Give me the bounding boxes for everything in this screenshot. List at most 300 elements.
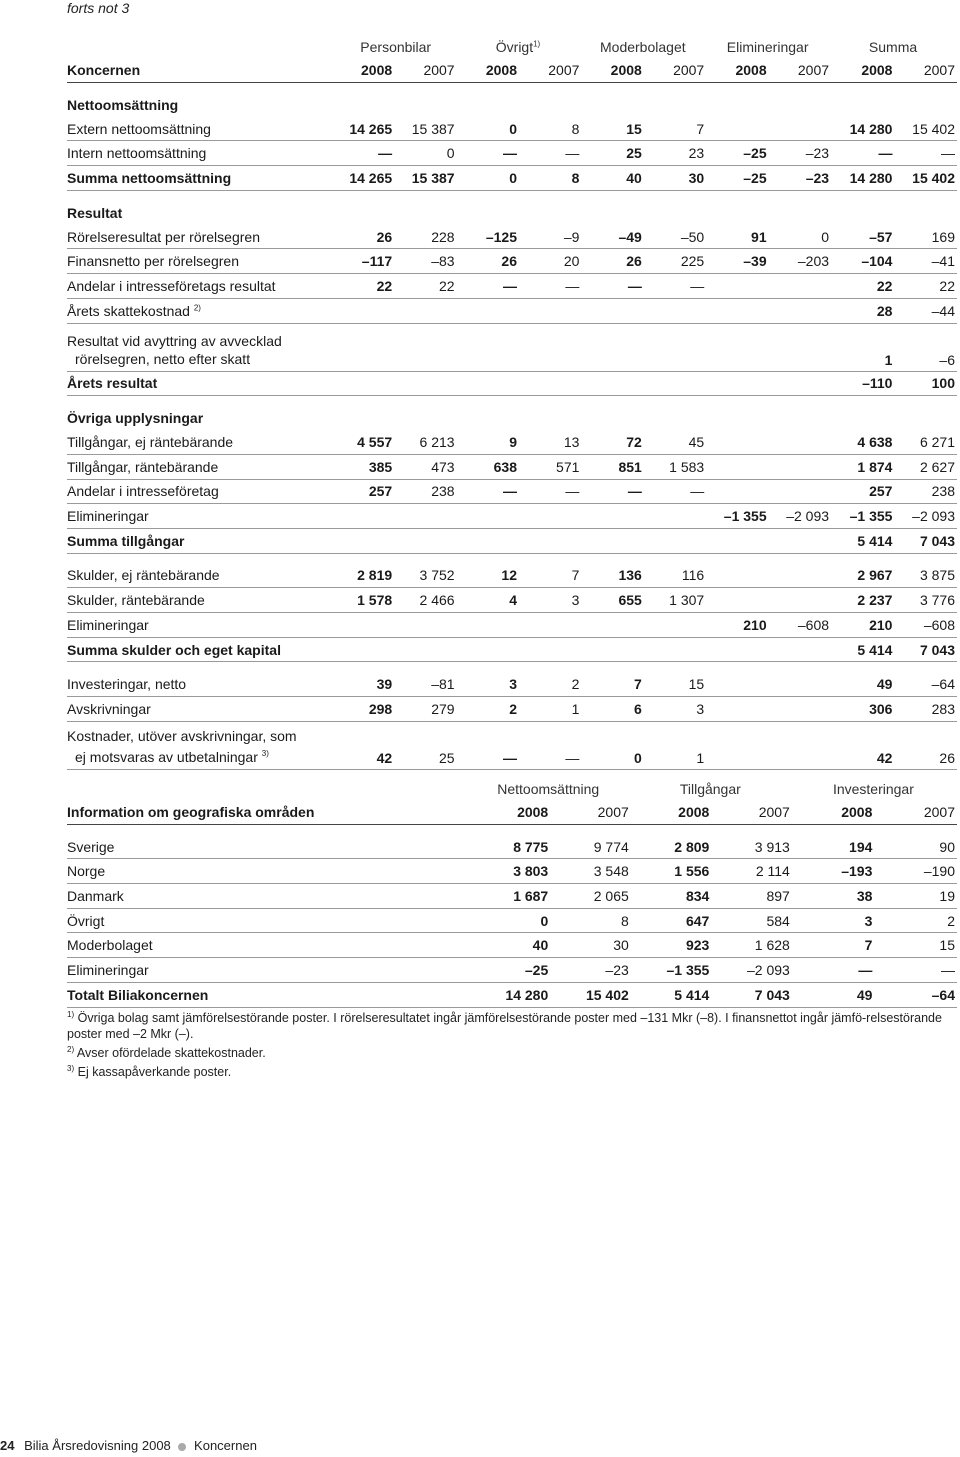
value-cell: 136 [581, 564, 643, 588]
value-cell: 7 043 [894, 637, 957, 662]
value-cell: 283 [894, 697, 957, 722]
row-label [67, 323, 337, 371]
table-row [67, 166, 957, 191]
value-cell [519, 637, 581, 662]
value-cell [706, 371, 768, 396]
value-cell: 298 [337, 697, 394, 722]
value-cell: 2 809 [631, 835, 712, 859]
row-label-text: Årets skattekostnad [67, 302, 190, 319]
row-label-text: Finansnetto per rörelsegren [67, 253, 239, 270]
value-cell [706, 298, 768, 323]
value-cell: –117 [337, 249, 394, 274]
value-cell: — [457, 274, 519, 299]
value-cell: 14 265 [337, 166, 394, 191]
value-cell [706, 588, 768, 613]
value-cell: –64 [894, 672, 957, 696]
row-label-text: Tillgångar, räntebärande [67, 458, 219, 475]
table-row [67, 504, 957, 529]
value-cell [457, 298, 519, 323]
footnote [67, 1061, 957, 1080]
row-label: Norge [67, 859, 468, 884]
row-label-text: Skulder, räntebärande [67, 592, 205, 609]
footnote-mark: 1) [67, 1010, 75, 1019]
value-cell [337, 323, 394, 371]
value-cell: 20 [519, 249, 581, 274]
year-header: 2008 [792, 800, 875, 824]
value-cell: 8 [519, 166, 581, 191]
value-cell: 225 [644, 249, 706, 274]
value-cell: –2 093 [711, 958, 792, 983]
year-header-row [67, 800, 957, 824]
value-cell [769, 637, 831, 662]
value-cell: –110 [831, 371, 894, 396]
value-cell: 1 [831, 323, 894, 371]
year-header: 2008 [631, 800, 712, 824]
value-cell: 194 [792, 835, 875, 859]
value-cell [644, 298, 706, 323]
spacer-row [67, 662, 957, 673]
value-cell [769, 117, 831, 141]
group-header: Investeringar [832, 781, 914, 797]
value-cell: 49 [792, 982, 875, 1007]
value-cell: –125 [457, 225, 519, 249]
section-heading: Nettoomsättning [67, 96, 179, 113]
value-cell: 22 [831, 274, 894, 299]
value-cell [706, 454, 768, 479]
value-cell: 116 [644, 564, 706, 588]
group-header-row [67, 36, 957, 58]
row-label: Övrigt [67, 908, 468, 933]
value-cell: 4 638 [831, 430, 894, 454]
value-cell: 2 967 [831, 564, 894, 588]
row-label-text: Andelar i intresseföretag [67, 483, 219, 500]
footnotes [67, 1007, 957, 1080]
row-label [67, 274, 337, 299]
section-heading-row [67, 396, 957, 431]
row-label: Elimineringar [67, 958, 468, 983]
row-label-text: Avskrivningar [67, 700, 151, 717]
empty-cell [67, 778, 468, 800]
value-cell [519, 613, 581, 638]
row-label-text: Skulder, ej räntebärande [67, 567, 220, 584]
value-cell [644, 504, 706, 529]
value-cell: 7 [792, 933, 875, 958]
value-cell [706, 637, 768, 662]
value-cell: –1 355 [706, 504, 768, 529]
value-cell: 2 [457, 697, 519, 722]
value-cell: –25 [706, 141, 768, 166]
table-row [67, 249, 957, 274]
value-cell: –193 [792, 859, 875, 884]
value-cell: 30 [644, 166, 706, 191]
value-cell: 15 402 [894, 166, 957, 191]
footnote-text: Ej kassapåverkande poster. [77, 1065, 232, 1080]
value-cell: 279 [394, 697, 456, 722]
value-cell: –203 [769, 249, 831, 274]
spacer-row [67, 553, 957, 564]
value-cell [519, 323, 581, 371]
value-cell: –25 [468, 958, 551, 983]
continued-label: forts not 3 [67, 0, 130, 16]
year-header: 2007 [394, 58, 456, 82]
row-label-text: Investeringar, netto [67, 676, 187, 693]
row-label [67, 371, 337, 396]
value-cell: 100 [894, 371, 957, 396]
spacer [67, 553, 957, 564]
empty-cell [67, 36, 337, 58]
table-row [67, 323, 957, 371]
value-cell: –23 [769, 141, 831, 166]
row-label [67, 117, 337, 141]
table-row [67, 141, 957, 166]
value-cell: 7 [644, 117, 706, 141]
spacer [67, 824, 957, 835]
footnote-text: Avser ofördelade skattekostnader. [76, 1046, 266, 1061]
value-cell: 25 [581, 141, 643, 166]
value-cell [337, 637, 394, 662]
group-header-label: Moderbolaget [600, 39, 686, 55]
value-cell: –2 093 [894, 504, 957, 529]
value-cell: 3 803 [468, 859, 551, 884]
value-cell [337, 504, 394, 529]
value-cell: 38 [792, 884, 875, 909]
year-header-row [67, 58, 957, 82]
value-cell [581, 613, 643, 638]
value-cell: 6 [581, 697, 643, 722]
value-cell: –608 [894, 613, 957, 638]
group-header-label: Summa [868, 39, 918, 55]
value-cell: –1 355 [631, 958, 712, 983]
value-cell: 2 065 [550, 884, 631, 909]
value-cell [769, 479, 831, 504]
table-title: Koncernen [67, 58, 337, 82]
value-cell: — [457, 479, 519, 504]
value-cell: — [457, 141, 519, 166]
value-cell: 90 [874, 835, 957, 859]
value-cell [706, 117, 768, 141]
value-cell [706, 479, 768, 504]
row-label [67, 141, 337, 166]
value-cell: 40 [468, 933, 551, 958]
value-cell: 72 [581, 430, 643, 454]
value-cell [769, 298, 831, 323]
value-cell: 3 [519, 588, 581, 613]
footer-text: Bilia Årsredovisning 2008 [24, 1438, 171, 1453]
row-label-text: Tillgångar, ej räntebärande [67, 434, 234, 451]
value-cell: 228 [394, 225, 456, 249]
value-cell: 15 402 [550, 982, 631, 1007]
value-cell [769, 528, 831, 553]
value-cell [337, 371, 394, 396]
spacer [67, 662, 957, 673]
value-cell: 238 [894, 479, 957, 504]
value-cell: –1 355 [831, 504, 894, 529]
value-cell: 897 [711, 884, 792, 909]
table-row [67, 958, 957, 983]
footnote-mark: 2) [67, 1045, 75, 1055]
value-cell: — [337, 141, 394, 166]
footnote-mark: 3) [67, 1064, 75, 1074]
value-cell: 1 874 [831, 454, 894, 479]
row-label [67, 479, 337, 504]
group-header-row [67, 778, 957, 800]
value-cell: 0 [394, 141, 456, 166]
value-cell: 3 913 [711, 835, 792, 859]
value-cell: –64 [874, 982, 957, 1007]
value-cell: 2 237 [831, 588, 894, 613]
value-cell: 8 [519, 117, 581, 141]
footnote [67, 1007, 957, 1042]
value-cell [581, 637, 643, 662]
table-row [67, 274, 957, 299]
value-cell: 49 [831, 672, 894, 696]
value-cell: 1 628 [711, 933, 792, 958]
value-cell: 834 [631, 884, 712, 909]
value-cell [394, 323, 456, 371]
table-row [67, 298, 957, 323]
row-label-text: Rörelseresultat per rörelsegren [67, 228, 260, 245]
row-label [67, 454, 337, 479]
table-row [67, 371, 957, 396]
value-cell [769, 430, 831, 454]
group-header: Tillgångar [679, 781, 741, 797]
group-header-label: Övrigt [495, 39, 534, 55]
value-cell: — [519, 274, 581, 299]
year-header: 2008 [468, 800, 551, 824]
value-cell: 28 [831, 298, 894, 323]
value-cell: –41 [894, 249, 957, 274]
value-cell: 1 556 [631, 859, 712, 884]
value-cell: 7 043 [711, 982, 792, 1007]
value-cell: –57 [831, 225, 894, 249]
value-cell: –9 [519, 225, 581, 249]
value-cell [394, 371, 456, 396]
value-cell: 3 [457, 672, 519, 696]
value-cell [706, 697, 768, 722]
value-cell: 22 [894, 274, 957, 299]
value-cell: 14 265 [337, 117, 394, 141]
row-label-text: Elimineringar [67, 616, 149, 633]
value-cell: 473 [394, 454, 456, 479]
row-label-text: Elimineringar [67, 508, 149, 525]
row-label [67, 249, 337, 274]
value-cell: 45 [644, 430, 706, 454]
value-cell: 584 [711, 908, 792, 933]
row-label-text: Andelar i intresseföretags resultat [67, 277, 276, 294]
value-cell [706, 672, 768, 696]
spacer-row [67, 824, 957, 835]
value-cell: 2 466 [394, 588, 456, 613]
value-cell [394, 504, 456, 529]
section-heading-row [67, 190, 957, 225]
value-cell: 9 [457, 430, 519, 454]
year-header: 2008 [706, 58, 768, 82]
value-cell: 210 [706, 613, 768, 638]
value-cell [457, 371, 519, 396]
footnote-ref: 3) [261, 749, 269, 759]
geo-table [67, 778, 957, 1008]
value-cell: 851 [581, 454, 643, 479]
value-cell [769, 564, 831, 588]
value-cell [769, 721, 831, 769]
value-cell: 2 819 [337, 564, 394, 588]
row-label [67, 225, 337, 249]
row-label [67, 697, 337, 722]
value-cell: 15 387 [394, 117, 456, 141]
value-cell: 655 [581, 588, 643, 613]
row-label: Moderbolaget [67, 933, 468, 958]
footnote-ref: 2) [193, 303, 201, 312]
value-cell: 25 [394, 721, 456, 769]
table-title: Information om geografiska områden [67, 800, 468, 824]
row-label [67, 528, 337, 553]
table-row [67, 859, 957, 884]
value-cell: 40 [581, 166, 643, 191]
value-cell: –83 [394, 249, 456, 274]
value-cell [519, 371, 581, 396]
value-cell: — [644, 274, 706, 299]
page-footer [0, 1438, 257, 1453]
value-cell: — [874, 958, 957, 983]
value-cell: 26 [894, 721, 957, 769]
table-row [67, 454, 957, 479]
value-cell: 1 578 [337, 588, 394, 613]
value-cell [706, 274, 768, 299]
table-row [67, 588, 957, 613]
value-cell [519, 298, 581, 323]
value-cell: — [519, 721, 581, 769]
value-cell: 26 [581, 249, 643, 274]
value-cell: 5 414 [831, 637, 894, 662]
row-label [67, 504, 337, 529]
value-cell [457, 504, 519, 529]
value-cell: 3 776 [894, 588, 957, 613]
group-header [831, 36, 957, 58]
value-cell: 12 [457, 564, 519, 588]
value-cell: –6 [894, 323, 957, 371]
table-row [67, 933, 957, 958]
group-header: Nettoomsättning [497, 781, 600, 797]
value-cell: –2 093 [769, 504, 831, 529]
row-label-text: Intern nettoomsättning [67, 145, 207, 162]
value-cell [706, 323, 768, 371]
table-row [67, 225, 957, 249]
value-cell: 0 [468, 908, 551, 933]
value-cell [394, 528, 456, 553]
row-label [67, 721, 337, 769]
value-cell [769, 672, 831, 696]
value-cell: 15 [581, 117, 643, 141]
value-cell: 2 627 [894, 454, 957, 479]
value-cell: 15 [874, 933, 957, 958]
footnote [67, 1042, 957, 1061]
row-label [67, 637, 337, 662]
value-cell: — [519, 479, 581, 504]
value-cell [519, 504, 581, 529]
value-cell: 15 [644, 672, 706, 696]
value-cell: –23 [769, 166, 831, 191]
value-cell [581, 371, 643, 396]
value-cell: 22 [394, 274, 456, 299]
year-header: 2007 [550, 800, 631, 824]
group-header [457, 36, 582, 58]
value-cell [581, 528, 643, 553]
row-label [67, 430, 337, 454]
value-cell [457, 528, 519, 553]
value-cell: 14 280 [831, 117, 894, 141]
value-cell [337, 528, 394, 553]
value-cell: 0 [581, 721, 643, 769]
value-cell: 923 [631, 933, 712, 958]
row-label-text: Årets resultat [67, 375, 158, 392]
value-cell: — [792, 958, 875, 983]
row-label: Danmark [67, 884, 468, 909]
value-cell [337, 298, 394, 323]
table-row [67, 835, 957, 859]
year-header: 2008 [831, 58, 894, 82]
group-header-label: Personbilar [360, 39, 432, 55]
value-cell: 26 [457, 249, 519, 274]
year-header: 2007 [769, 58, 831, 82]
value-cell: 2 114 [711, 859, 792, 884]
table-row [67, 908, 957, 933]
value-cell: 14 280 [468, 982, 551, 1007]
table-row [67, 697, 957, 722]
year-header: 2007 [894, 58, 957, 82]
bullet-icon [178, 1443, 186, 1451]
table-row [67, 637, 957, 662]
row-label [67, 166, 337, 191]
footer-section: Koncernen [194, 1438, 257, 1453]
value-cell [394, 298, 456, 323]
footnote-ref: 1) [533, 39, 541, 49]
value-cell: 7 [581, 672, 643, 696]
value-cell [581, 504, 643, 529]
value-cell: –81 [394, 672, 456, 696]
value-cell: 39 [337, 672, 394, 696]
value-cell: — [894, 141, 957, 166]
value-cell [394, 613, 456, 638]
value-cell: 0 [457, 117, 519, 141]
year-header: 2008 [337, 58, 394, 82]
table-row [67, 117, 957, 141]
value-cell: 7 [519, 564, 581, 588]
value-cell: 19 [874, 884, 957, 909]
row-label: Sverige [67, 835, 468, 859]
value-cell [519, 528, 581, 553]
value-cell: 13 [519, 430, 581, 454]
value-cell: 91 [706, 225, 768, 249]
value-cell: — [581, 479, 643, 504]
value-cell: 169 [894, 225, 957, 249]
value-cell: — [457, 721, 519, 769]
year-header: 2007 [644, 58, 706, 82]
value-cell: 1 687 [468, 884, 551, 909]
year-header: 2008 [581, 58, 643, 82]
row-label [67, 564, 337, 588]
table-row [67, 982, 957, 1007]
section-heading-row [67, 82, 957, 117]
value-cell: 6 213 [394, 430, 456, 454]
value-cell: 3 875 [894, 564, 957, 588]
value-cell [644, 323, 706, 371]
value-cell: 3 [644, 697, 706, 722]
value-cell: 3 548 [550, 859, 631, 884]
row-label: Totalt Biliakoncernen [67, 982, 468, 1007]
value-cell [769, 274, 831, 299]
value-cell: 4 [457, 588, 519, 613]
value-cell: 5 414 [831, 528, 894, 553]
